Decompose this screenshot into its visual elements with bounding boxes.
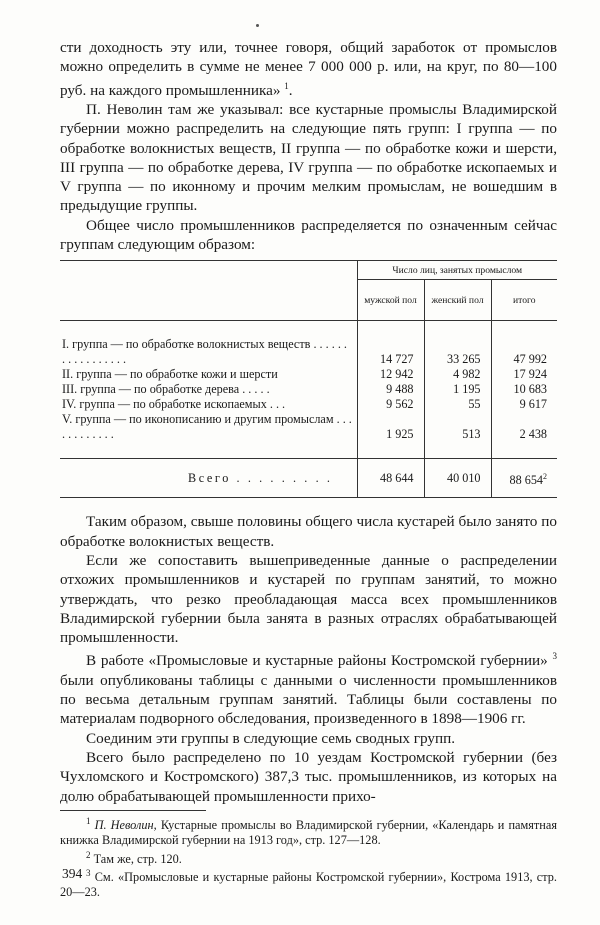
paragraph-6-text-a: В работе «Промысловые и кустарные районы Костромской губернии» <box>86 652 548 670</box>
footnote-3-marker: 3 <box>86 868 91 879</box>
paragraph-4: Таким образом, свыше половины общего числа кустарей было занято по обработке волокнистых веществ. <box>60 513 557 550</box>
header-total: итого <box>491 280 557 321</box>
footnote-2 <box>60 848 557 867</box>
table-header-row-1 <box>60 261 557 280</box>
table-row <box>60 382 557 397</box>
table-row <box>60 412 557 459</box>
row-label: I. группа — по обработке волокнистых веществ . . . . . . . . . . . . . . . . . <box>62 337 347 367</box>
page-number: 394 <box>62 866 83 881</box>
table-corner <box>60 261 357 321</box>
footnote-2-text: Там же, стр. 120. <box>93 851 182 866</box>
footnote-ref-3[interactable]: 3 <box>552 651 558 662</box>
row-label-text: III. группа — по обработке дерева <box>62 382 240 397</box>
row-label: V. группа — по иконописанию и другим промыслам . . . . . . . . . . . . <box>62 412 352 442</box>
total-total <box>491 459 557 498</box>
cell-male: 1 925 <box>357 412 424 459</box>
stats-table <box>60 260 557 498</box>
header-male: мужской пол <box>357 280 424 321</box>
cell-total: 2 438 <box>491 412 557 459</box>
row-label-text: V. группа — по иконописанию и другим промыслам <box>62 412 334 427</box>
cell-male: 12 942 <box>357 367 424 382</box>
footnote-ref-1[interactable]: 1 <box>284 80 289 91</box>
header-female: женский пол <box>424 280 491 321</box>
cell-female: 55 <box>424 397 491 412</box>
row-label-text: IV. группа — по обработке ископаемых <box>62 397 267 412</box>
cell-female: 4 982 <box>424 367 491 382</box>
paragraph-1-text: сти доходность эту или, точнее говоря, общий заработок от промыслов можно определить в сумме не менее 7 000 000 р. или, на круг, по 80—100 руб. на каждого промышленника» <box>60 39 557 99</box>
paragraph-2: П. Неволин там же указывал: все кустарные промыслы Владимирской губернии можно распределить на следующие пять групп: I группа — по обработке волокнистых веществ, II группа — по обработке кожи и шерсти, III группа — по обработке дерева, IV группа — по обработке ископаемых и V группа — по иконному и прочим мелким промыслам, не вошедшим в предыдущие группы. <box>60 100 557 215</box>
row-label-text: I. группа — по обработке волокнистых веществ <box>62 337 311 352</box>
table-row <box>60 367 557 382</box>
row-label-text: II. группа — по обработке кожи и шерсти <box>62 367 278 382</box>
table-spacer <box>60 321 557 338</box>
cell-total: 47 992 <box>491 337 557 367</box>
footnote-2-marker: 2 <box>86 849 91 860</box>
total-male: 48 644 <box>357 459 424 498</box>
footnote-1-text: Кустарные промыслы во Владимирской губернии, «Календарь и памятная книжка Владимирской губернии на 1913 год», стр. 127—128. <box>60 817 558 847</box>
paragraph-6-text-b: были опубликованы таблицы с данными о численности промышленников по весьма детальным группам занятий. Таблицы были составлены по материалам подворного обследования, произведенного в 1898—1906 гг. <box>60 671 557 728</box>
page-body <box>60 38 557 900</box>
footnote-1-author: П. Неволин, <box>94 817 157 832</box>
header-main: Число лиц, занятых промыслом <box>357 261 557 280</box>
total-total-value: 88 654 <box>509 472 543 487</box>
table-row <box>60 397 557 412</box>
paragraph-3: Общее число промышленников распределяется по означенным сейчас группам следующим образом: <box>60 216 557 254</box>
cell-total: 9 617 <box>491 397 557 412</box>
row-label: IV. группа — по обработке ископаемых . . . <box>62 397 286 412</box>
paragraph-8: Всего было распределено по 10 уездам Костромской губернии (без Чухломского и Костромского) 387,3 тыс. промышленников, из которых на долю обрабатывающей промышленности прихо- <box>60 748 557 805</box>
row-label <box>60 367 357 382</box>
footnote-1 <box>60 814 557 848</box>
cell-male: 9 562 <box>357 397 424 412</box>
print-speck <box>256 24 259 27</box>
total-label-text: Всего <box>188 470 231 485</box>
paragraph-5: Если же сопоставить вышеприведенные данные о распределении отхожих промышленников и кустарей по группам занятий, то можно утверждать, что резко преобладающая масса всех промышленников Владимирской губернии была занята в разных отраслях обрабатывающей промышленности. <box>60 551 557 647</box>
cell-female: 33 265 <box>424 337 491 367</box>
paragraph-7: Соединим эти группы в следующие семь сводных групп. <box>86 729 456 747</box>
paragraph-6 <box>60 647 557 728</box>
footnote-ref-2[interactable]: 2 <box>543 471 547 481</box>
footnote-divider <box>60 810 206 811</box>
table-row <box>60 337 557 367</box>
table-total-row <box>60 459 557 498</box>
paragraph-1: сти доходность эту или, точнее говоря, общий заработок от промыслов можно определить в сумме не менее 7 000 000 р. или, на круг, по 80—100 руб. на каждого промышленника» $^1$. <box>60 39 557 99</box>
footnote-1-marker: 1 <box>86 815 91 826</box>
cell-total: 10 683 <box>491 382 557 397</box>
total-label: Всего . . . . . . . . . <box>60 459 357 498</box>
cell-male: 9 488 <box>357 382 424 397</box>
total-female: 40 010 <box>424 459 491 498</box>
row-label: III. группа — по обработке дерева . . . . . <box>62 382 270 397</box>
cell-total: 17 924 <box>491 367 557 382</box>
cell-female: 1 195 <box>424 382 491 397</box>
footnote-3 <box>60 866 557 900</box>
footnote-3-text: См. «Промысловые и кустарные районы Костромской губернии», Кострома 1913, стр. 20—23. <box>60 870 558 900</box>
cell-male: 14 727 <box>357 337 424 367</box>
cell-female: 513 <box>424 412 491 459</box>
